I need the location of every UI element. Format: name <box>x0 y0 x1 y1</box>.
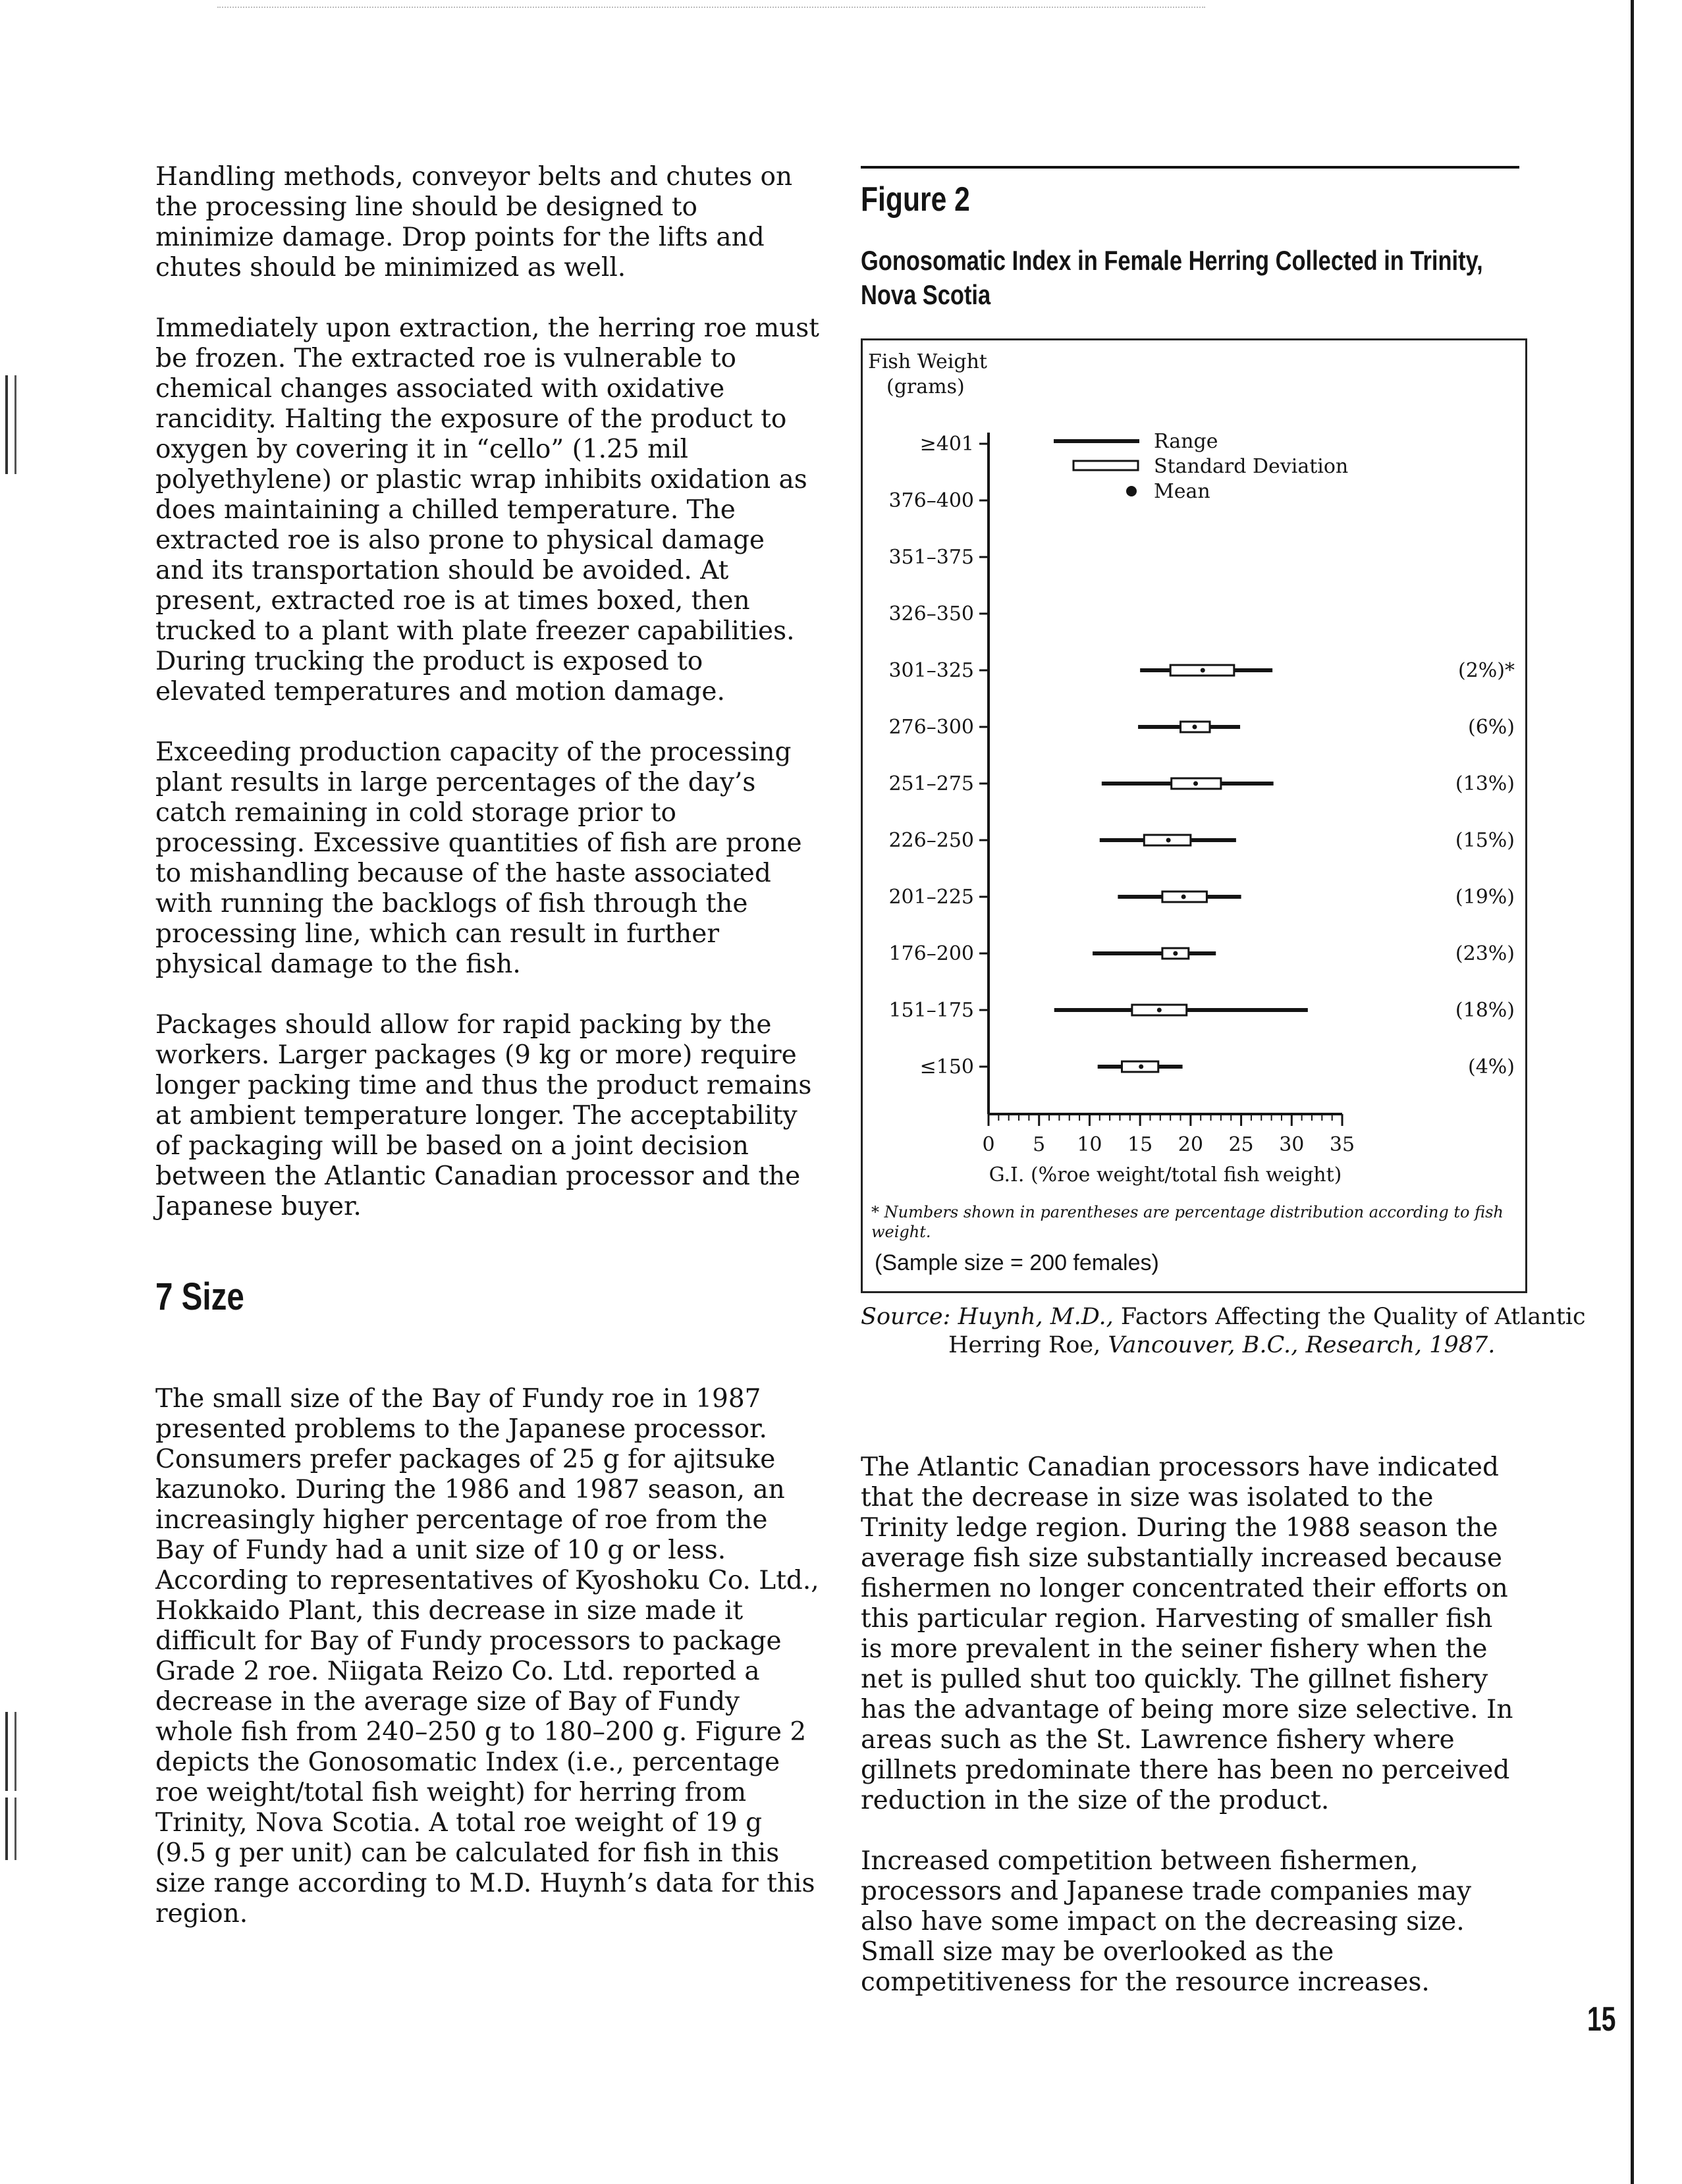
percent-label: (15%) <box>1455 829 1515 852</box>
mean-dot <box>1192 725 1197 730</box>
mean-dot <box>1201 668 1205 673</box>
percent-label: (4%) <box>1467 1055 1515 1079</box>
page-number: 15 <box>1587 2000 1616 2038</box>
paragraph: Increased competition between fishermen, processors and Japanese trade companies may also have some impact on the decreasing size. Small size may be overlooked as the competitiveness for the resource increases. <box>861 1846 1471 1997</box>
x-tick-label: 0 <box>982 1133 995 1156</box>
y-tick-label: 376–400 <box>888 489 974 512</box>
percent-label: (19%) <box>1455 886 1515 909</box>
figure-chart-box <box>861 338 1527 1293</box>
paragraph: The Atlantic Canadian processors have indicated that the decrease in size was isolated to the Trinity ledge region. During the 1988 season the average fish size substantially increased because fishermen no longer concentrated their efforts on this particular region. Harvesting of smaller fish is more prevalent in the seiner fishery when the net is pulled shut too quickly. The gillnet fishery has the advantage of being more size selective. In areas such as the St. Lawrence fishery where gillnets predominate there has been no perceived reduction in the size of the product. <box>861 1452 1513 1815</box>
y-tick-label: 276–300 <box>888 716 974 739</box>
source-author: Huynh, M.D., <box>958 1304 1114 1330</box>
figure-title: Gonosomatic Index in Female Herring Collected in Trinity, Nova Scotia <box>861 245 1483 310</box>
paragraph: Immediately upon extraction, the herring roe must be frozen. The extracted roe is vulnerable to chemical changes associated with oxidative rancidity. Halting the exposure of the product to oxygen by covering it in “cello” (1.25 mil polyethylene) or plastic wrap inhibits oxidation as does maintaining a chilled temperature. The extracted roe is also prone to physical damage and its transportation should be avoided. At present, extracted roe is at times boxed, then trucked to a plant with plate freezer capabilities. During trucking the product is exposed to elevated temperatures and motion damage. <box>155 313 819 706</box>
y-tick-label: ≤150 <box>919 1055 974 1079</box>
left-column <box>155 162 821 1252</box>
percent-label: (13%) <box>1455 772 1515 795</box>
binding-mark <box>5 1798 16 1860</box>
x-tick-label: 10 <box>1077 1133 1102 1156</box>
percent-label: (23%) <box>1455 942 1515 965</box>
legend-sd-swatch <box>1073 461 1138 470</box>
gsi-box-chart <box>863 340 1529 1295</box>
x-tick-label: 5 <box>1033 1133 1046 1156</box>
x-tick-label: 20 <box>1178 1133 1203 1156</box>
x-tick-label: 30 <box>1279 1133 1305 1156</box>
legend-mean-swatch <box>1126 486 1137 496</box>
y-tick-label: 301–325 <box>888 659 974 682</box>
figure-source <box>861 1303 1607 1360</box>
right-margin-rule <box>1631 0 1634 2184</box>
y-tick-label: 151–175 <box>888 999 974 1022</box>
percent-label: (2%)* <box>1457 659 1515 682</box>
top-scan-rule <box>217 7 1205 8</box>
source-label: Source: <box>861 1304 951 1330</box>
y-tick-label: 326–350 <box>888 602 974 626</box>
source-title: Factors Affecting the Quality of Atlantic Herring Roe, <box>948 1304 1586 1358</box>
figure-top-rule <box>861 166 1519 169</box>
figure-footnote: * Numbers shown in parentheses are percentage distribution according to fish weight. <box>871 1203 1504 1241</box>
mean-dot <box>1139 1065 1143 1069</box>
y-tick-label: ≥401 <box>919 433 974 456</box>
section-heading: 7 Size <box>155 1275 244 1318</box>
mean-dot <box>1157 1008 1162 1013</box>
mean-dot <box>1193 782 1198 786</box>
y-tick-label: 226–250 <box>888 829 974 852</box>
y-tick-label: 351–375 <box>888 546 974 569</box>
x-axis-title: G.I. (%roe weight/total fish weight) <box>989 1163 1342 1186</box>
mean-dot <box>1166 838 1171 843</box>
legend-label: Range <box>1154 430 1218 453</box>
paragraph: Packages should allow for rapid packing by the workers. Larger packages (9 kg or more) require longer packing time and thus the product remains at ambient temperature longer. The acceptability of packaging will be based on a joint decision between the Atlantic Canadian processor and the Japanese buyer. <box>155 1010 812 1221</box>
y-axis-title: (grams) <box>886 375 965 398</box>
mean-dot <box>1173 951 1178 956</box>
percent-label: (6%) <box>1467 716 1515 739</box>
binding-mark <box>5 1712 16 1791</box>
right-column <box>861 1452 1519 2028</box>
y-tick-label: 176–200 <box>888 942 974 965</box>
source-place: Vancouver, B.C., Research, 1987. <box>1108 1332 1496 1358</box>
y-tick-label: 201–225 <box>888 886 974 909</box>
y-tick-label: 251–275 <box>888 772 974 795</box>
paragraph: Handling methods, conveyor belts and chutes on the processing line should be designed to minimize damage. Drop points for the lifts and chutes should be minimized as well. <box>155 162 793 282</box>
sample-size-note: (Sample size = 200 females) <box>875 1250 1159 1275</box>
percent-label: (18%) <box>1455 999 1515 1022</box>
paragraph: Exceeding production capacity of the processing plant results in large percentages of the day’s catch remaining in cold storage prior to processing. Excessive quantities of fish are prone to mishandling because of the haste associated with running the backlogs of fish through the processing line, which can result in further physical damage to the fish. <box>155 737 802 979</box>
y-axis-title: Fish Weight <box>868 350 987 373</box>
section-body <box>155 1384 821 1959</box>
x-tick-label: 15 <box>1127 1133 1153 1156</box>
legend-label: Standard Deviation <box>1154 455 1349 478</box>
binding-mark <box>5 375 16 474</box>
mean-dot <box>1181 895 1186 899</box>
figure-label: Figure 2 <box>861 180 970 219</box>
x-tick-label: 25 <box>1228 1133 1254 1156</box>
paragraph: The small size of the Bay of Fundy roe in 1987 presented problems to the Japanese processor. Consumers prefer packages of 25 g for ajitsuke kazunoko. During the 1986 and 1987 season, an increasingly higher percentage of roe from the Bay of Fundy had a unit size of 10 g or less. According to representatives of Kyoshoku Co. Ltd., Hokkaido Plant, this decrease in size made it difficult for Bay of Fundy processors to package Grade 2 roe. Niigata Reizo Co. Ltd. reported a decrease in the average size of Bay of Fundy whole fish from 240–250 g to 180–200 g. Figure 2 depicts the Gonosomatic Index (i.e., percentage roe weight/total fish weight) for herring from Trinity, Nova Scotia. A total roe weight of 19 g (9.5 g per unit) can be calculated for fish in this size range according to M.D. Huynh’s data for this region. <box>155 1384 819 1929</box>
legend-label: Mean <box>1154 480 1210 503</box>
x-tick-label: 35 <box>1329 1133 1355 1156</box>
